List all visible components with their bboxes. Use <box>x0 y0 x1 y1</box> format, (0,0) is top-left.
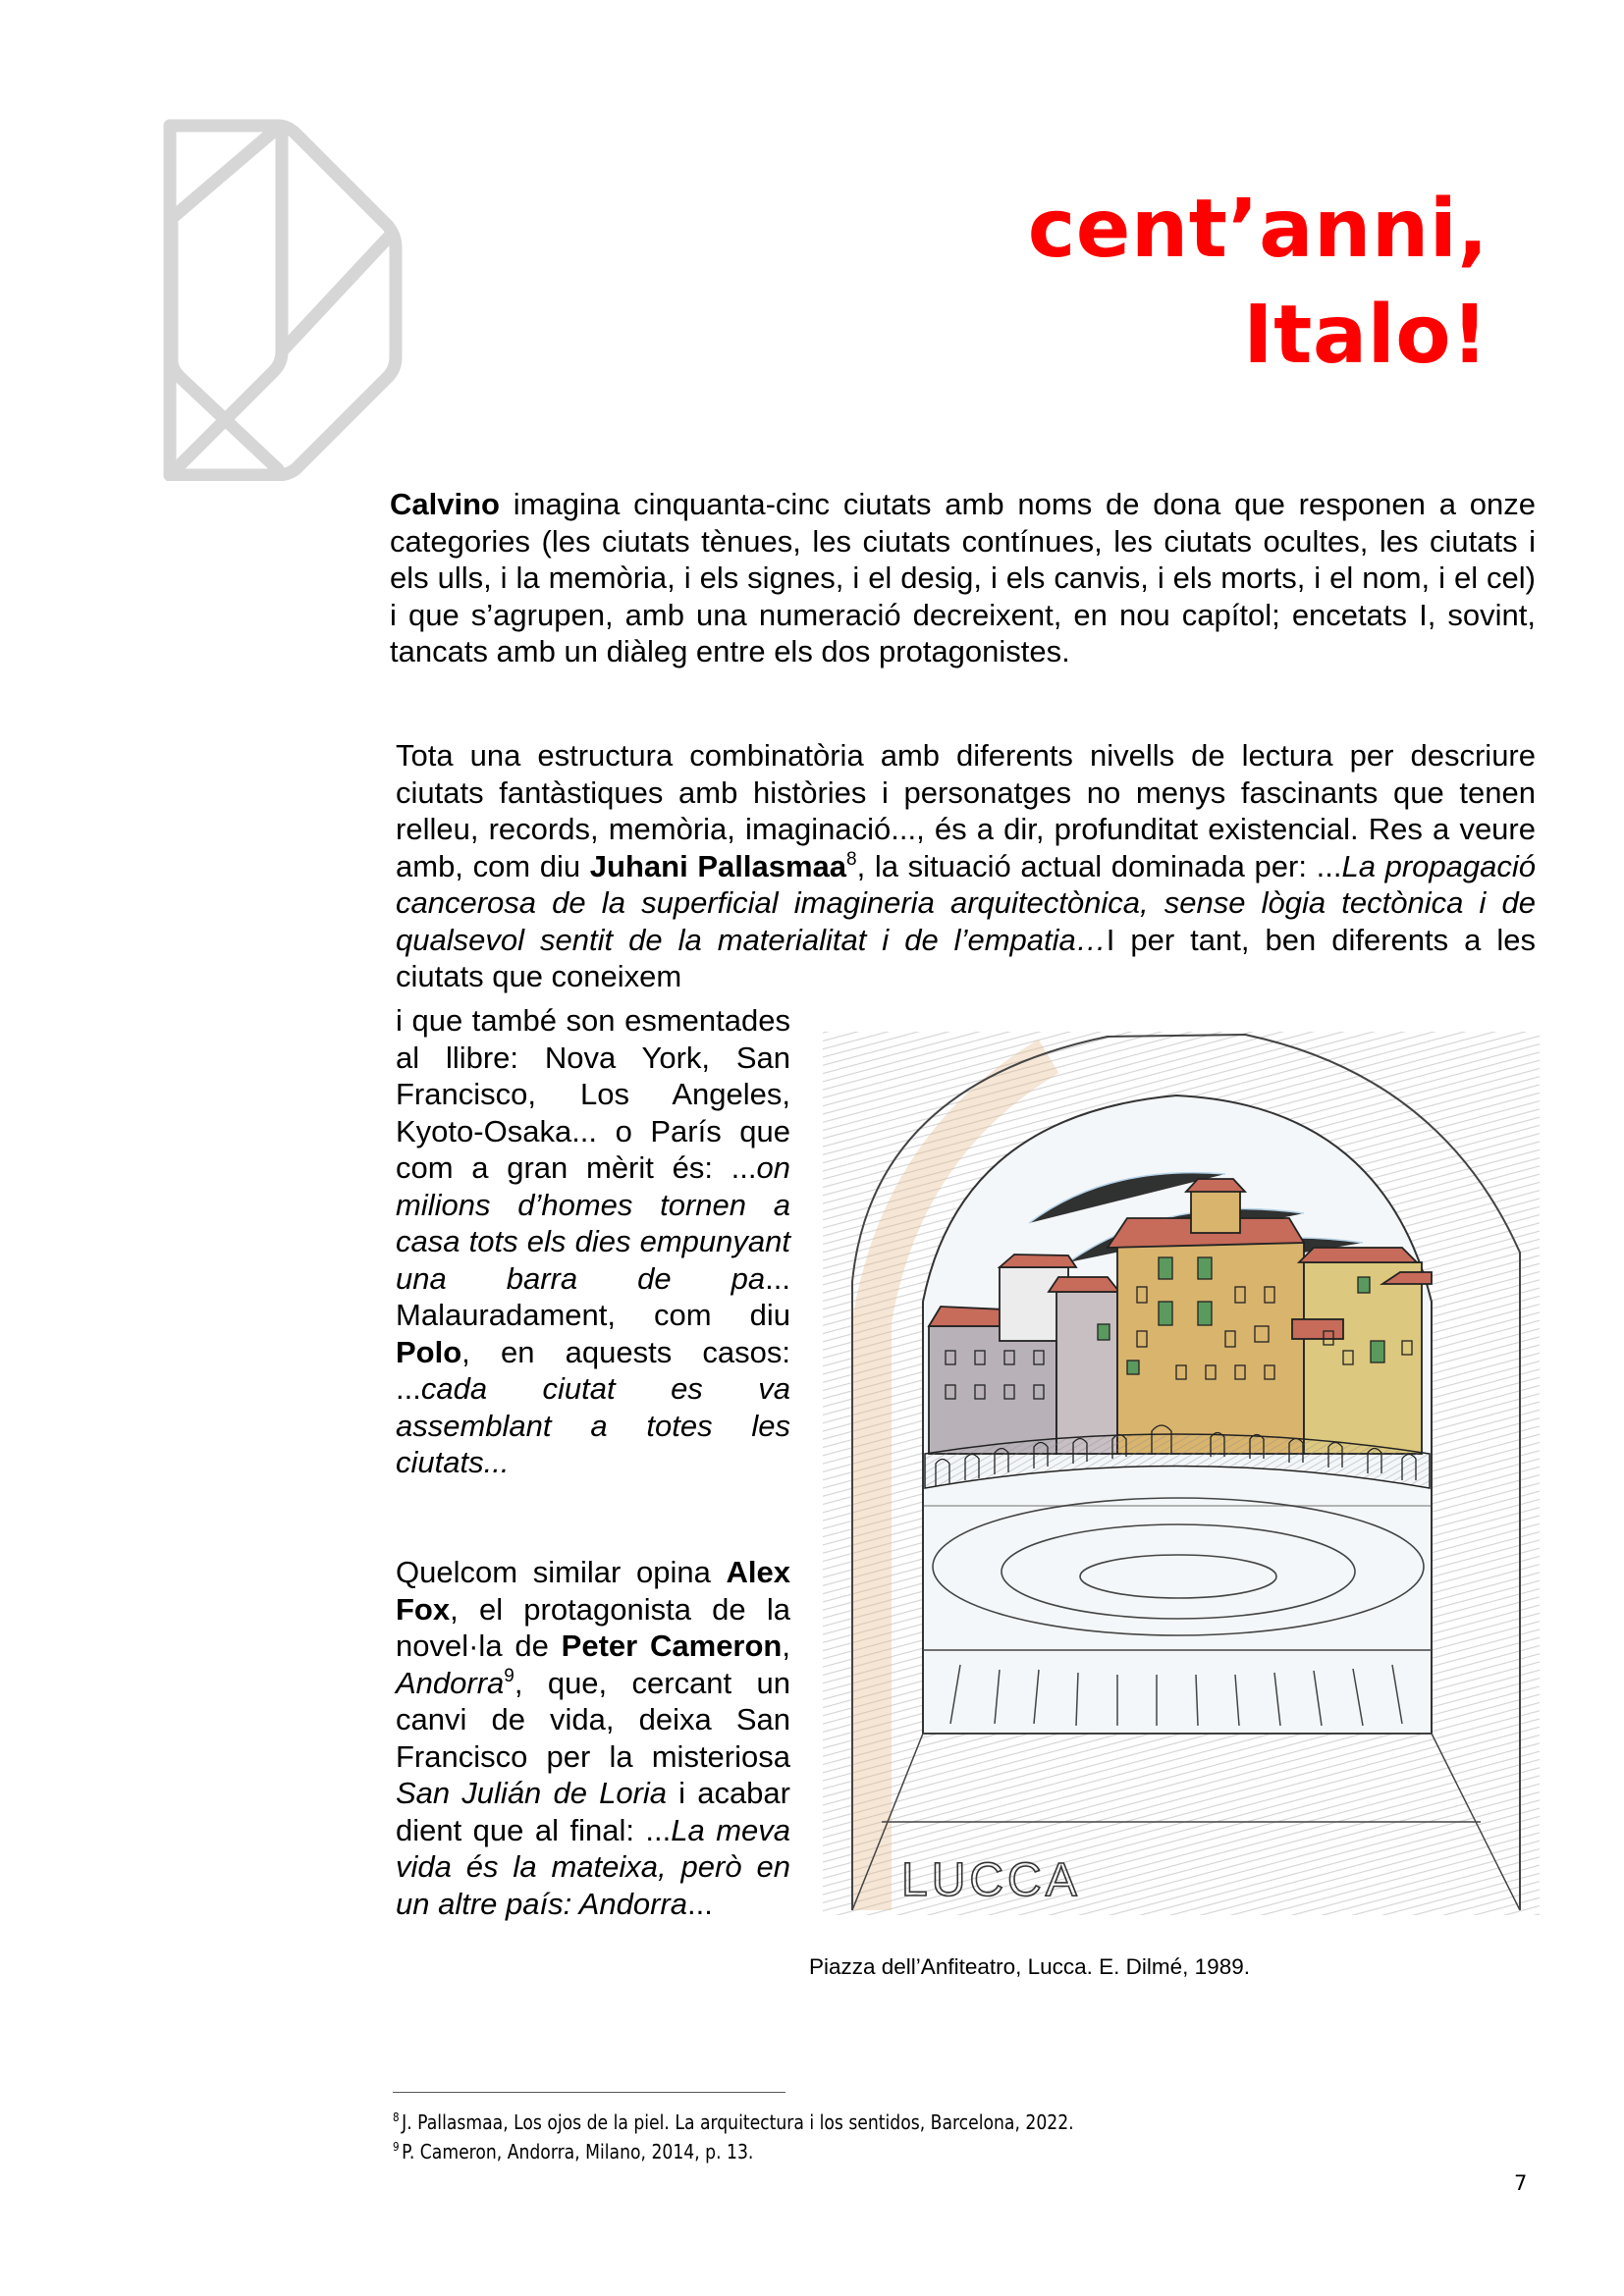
italic-place: San Julián de Loria <box>396 1776 668 1810</box>
footnotes <box>393 2108 1074 2166</box>
paragraph-calvino <box>390 486 1536 670</box>
italic-quote: La propagació cancerosa de la superficial imagineria arquitectònica, sense lògia tectònica i de qualsevol sentit de la materialitat i de l’empatia… <box>396 848 1536 957</box>
footnote-ref-9[interactable]: 9 <box>504 1665 514 1686</box>
footnote-text: J. Pallasmaa, Los ojos de la piel. La arquitectura i los sentidos, Barcelona, 2022. <box>402 2110 1074 2134</box>
paragraph-text: ... <box>686 1886 713 1921</box>
paragraph-cities <box>396 1002 790 1481</box>
italic-quote: on milions d’homes tornen a casa tots els dies empunyant una barra de pa <box>396 1150 790 1296</box>
footnote-text: P. Cameron, Andorra, Milano, 2014, p. 13. <box>402 2140 754 2163</box>
geometric-d-logo-icon <box>160 116 406 481</box>
footnote-8 <box>393 2108 1074 2137</box>
title-line-1: cent’anni, <box>1027 183 1489 276</box>
title-line-2: Italo! <box>1243 289 1489 382</box>
paragraph-text: imagina cinquanta-cinc ciutats amb noms de dona que responen a onze categories (les ciutats tènues, les ciutats contínues, les ciutats ocultes, les ciutats i els ulls, i la memòria, i els signes, i el desig, i els canvis, i els morts, i el nom, i el cel) i que s’agrupen, amb una numeració decreixent, en nou capítol; encetats I, sovint, tancats amb un diàleg entre els dos protagonistes. <box>390 487 1536 668</box>
page-title <box>1028 177 1489 389</box>
paragraph-text: , <box>782 1629 790 1663</box>
footnote-number: 8 <box>393 2110 400 2124</box>
italic-quote: cada ciutat es va assemblant a totes les ciutats... <box>396 1371 790 1479</box>
bold-name-calvino: Calvino <box>390 487 500 521</box>
footnote-ref-8[interactable]: 8 <box>846 848 857 870</box>
paragraph-text: , la situació actual dominada per: ... <box>856 848 1342 883</box>
footnote-number: 9 <box>393 2140 400 2154</box>
bold-name-pallasmaa: Juhani Pallasmaa <box>589 848 847 883</box>
bold-name-alex-fox: Alex Fox <box>396 1555 790 1627</box>
paragraph-text: I per tant, ben diferents a les ciutats que coneixem <box>396 922 1536 993</box>
paragraph-text: i que també son esmentades al llibre: Nova York, San Francisco, Los Angeles, Kyoto-Osaka... o París que com a gran mèrit és: ... <box>396 1003 790 1185</box>
paragraph-structure <box>396 737 1536 995</box>
italic-book-title: Andorra <box>396 1665 505 1700</box>
page-number: 7 <box>1514 2171 1528 2195</box>
italic-quote: La meva vida és la mateixa, però en un altre país: Andorra <box>396 1812 790 1921</box>
bold-name-peter-cameron: Peter Cameron <box>561 1629 783 1663</box>
paragraph-alex-fox <box>396 1554 790 1922</box>
bold-name-polo: Polo <box>396 1334 462 1369</box>
paragraph-text: ... Malauradament, com diu <box>396 1260 790 1332</box>
paragraph-text: , en aquests casos: ... <box>396 1334 790 1406</box>
footnote-divider <box>393 2092 785 2093</box>
drawing-label-lucca: LUCCA <box>901 1854 1081 1906</box>
paragraph-text: Tota una estructura combinatòria amb diferents nivells de lectura per descriure ciutats fantàstiques amb històries i personatges no menys fascinants que tenen relleu, records, memòria, imaginació..., és a dir, profunditat existencial. Res a veure amb, com diu <box>396 738 1536 883</box>
figure-caption: Piazza dell’Anfiteatro, Lucca. E. Dilmé, 1989. <box>809 1954 1250 1979</box>
footnote-9 <box>393 2137 1074 2166</box>
paragraph-text: , que, cercant un canvi de vida, deixa San Francisco per la misteriosa <box>396 1665 790 1774</box>
paragraph-text: Quelcom similar opina <box>396 1555 727 1589</box>
paragraph-text: , el protagonista de la novel·la de <box>396 1591 790 1663</box>
lucca-piazza-sketch <box>813 1027 1543 1936</box>
paragraph-text: i acabar dient que al final: ... <box>396 1776 790 1847</box>
